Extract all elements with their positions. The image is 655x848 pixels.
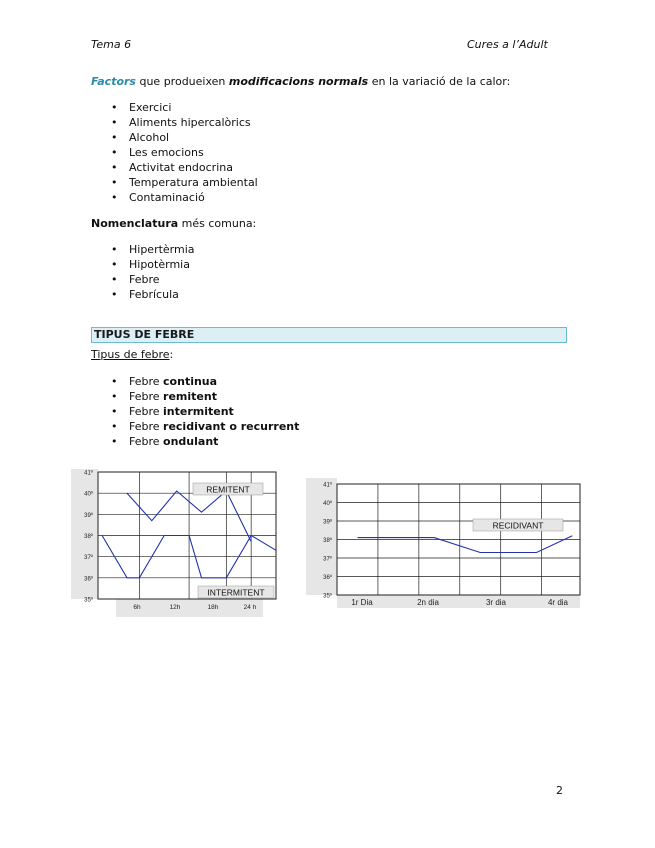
tipus-link-text: Tipus de febre [91,348,170,361]
y-tick-label: 37º [84,555,93,562]
list-item-text: Febre [129,420,164,433]
header-right: Cures a l’Adult [467,38,548,51]
nomenclatura-keyword: Nomenclatura [91,217,179,230]
y-tick-label: 41º [323,482,332,489]
factors-list [91,100,258,205]
y-tick-label: 41º [84,470,93,477]
list-item: • Contaminació [91,190,258,205]
list-item: • Hipertèrmia [91,242,195,257]
list-item: • Les emocions [91,145,258,160]
list-item: • Activitat endocrina [91,160,258,175]
modifications-keyword: modificacions normals [228,75,369,88]
annotation-label: RECIDIVANT [492,520,544,531]
nomenclatura-text: més comuna: [178,217,257,230]
page-number: 2 [556,784,563,797]
factors-text-1: que produeixen [135,75,229,88]
remitent-intermitent-chart [71,469,283,619]
y-tick-label: 36º [84,576,93,583]
list-item-bold: remitent [163,390,217,403]
y-tick-label: 39º [323,519,332,526]
x-axis-panel [337,595,580,608]
x-tick-label: 4r dia [547,598,569,607]
list-item: • Exercici [91,100,258,115]
y-tick-label: 36º [323,575,332,581]
list-item [91,419,299,434]
annotation-label: REMITENT [206,484,250,495]
factors-text-2: en la variació de la calor: [368,75,511,88]
list-item-bold: continua [163,375,218,388]
nomenclatura-list [91,242,195,302]
tipus-colon: : [169,348,174,361]
list-item-text: Febre [129,405,164,418]
febre-list [91,374,299,449]
x-tick-label: 2n dia [417,598,439,607]
list-item [91,374,299,389]
x-tick-label: 1r Dia [351,598,373,607]
y-tick-label: 38º [323,538,332,544]
recidivant-chart [306,478,582,614]
list-item: • Febre [91,272,195,287]
list-item-text: Febre [129,390,164,403]
tipus-label [91,348,173,361]
x-tick-label: 12h [169,604,181,611]
x-tick-label: 18h [207,604,219,611]
list-item [91,404,299,419]
factors-paragraph [91,74,510,89]
list-item-bold: intermitent [163,405,234,418]
nomenclatura-paragraph [91,216,256,231]
y-tick-label: 35º [323,593,332,600]
factors-keyword: Factors [91,75,136,88]
list-item: • Aliments hipercalòrics [91,115,258,130]
y-tick-label: 38º [84,534,93,540]
x-tick-label: 3r dia [485,598,507,607]
annotation-label: INTERMITENT [207,587,265,598]
y-tick-label: 40º [323,501,332,507]
list-item: • Alcohol [91,130,258,145]
list-item-text: Febre [129,375,164,388]
list-item: • Febrícula [91,287,195,302]
y-axis-panel [306,478,337,595]
list-item-bold: ondulant [163,435,219,448]
list-item-bold: recidivant o recurrent [163,420,300,433]
list-item [91,389,299,404]
y-tick-label: 39º [84,512,93,519]
y-tick-label: 35º [84,597,93,604]
x-tick-label: 6h [133,604,141,611]
y-tick-label: 40º [84,491,93,498]
list-item: • Temperatura ambiental [91,175,258,190]
list-item-text: Febre [129,435,164,448]
section-heading: TIPUS DE FEBRE [91,327,567,343]
x-tick-label: 24 h [243,604,257,611]
y-tick-label: 37º [323,556,332,563]
list-item [91,434,299,449]
list-item: • Hipotèrmia [91,257,195,272]
header-left: Tema 6 [91,38,132,51]
